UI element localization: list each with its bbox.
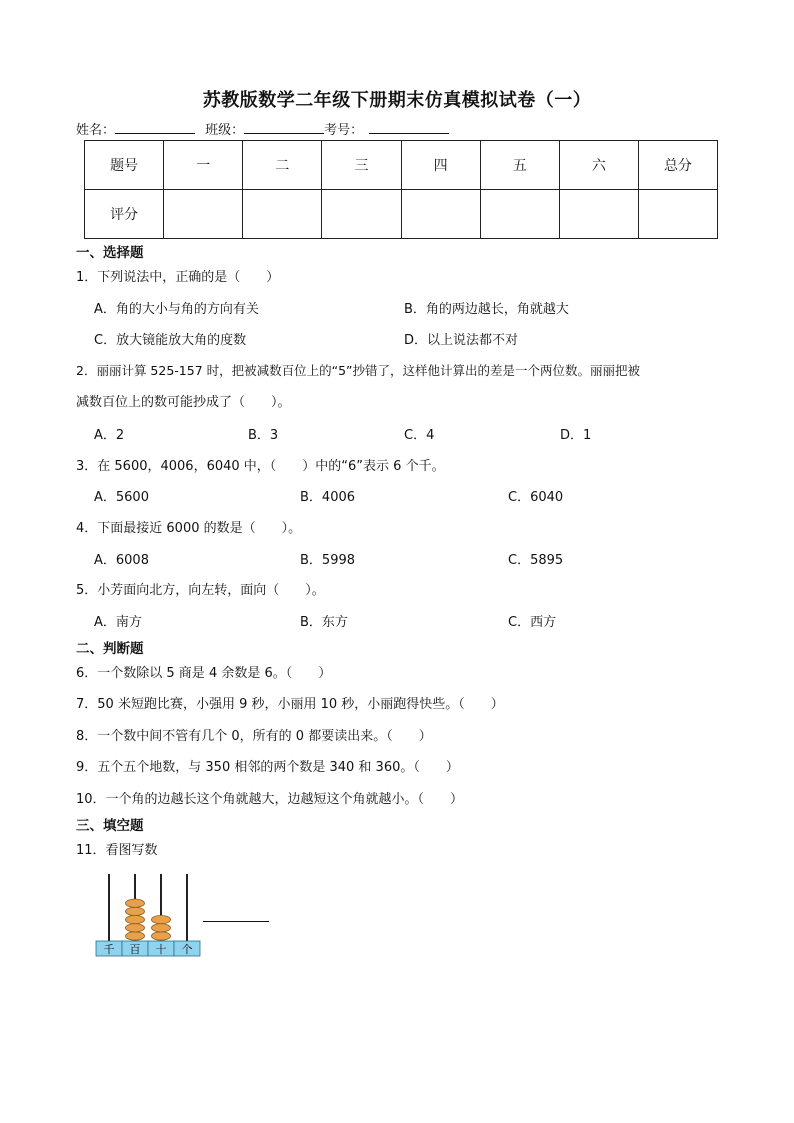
score-cell[interactable] — [480, 190, 559, 239]
score-header-cell: 二 — [243, 141, 322, 190]
page-title: 苏教版数学二年级下册期末仿真模拟试卷（一） — [202, 90, 592, 111]
score-table-header-row — [85, 141, 718, 190]
question-7: 7．50 米短跑比赛，小强用 9 秒，小丽用 10 秒，小丽跑得快些。（ ） — [76, 697, 504, 712]
score-cell[interactable] — [638, 190, 717, 239]
q5-option-c: C．西方 — [508, 615, 557, 630]
section-heading-fill-in: 三、填空题 — [76, 818, 144, 834]
abacus-labels — [96, 941, 200, 956]
q4-option-c: C．5895 — [508, 553, 564, 568]
question-11: 11．看图写数 — [76, 843, 158, 858]
abacus-bead — [126, 915, 145, 923]
class-label: 班级： — [205, 123, 245, 138]
score-cell[interactable] — [164, 190, 243, 239]
question-2-stem-line1: 2．丽丽计算 525-157 时，把被减数百位上的“5”抄错了，这样他计算出的差是一个两位数。丽丽把被 — [76, 363, 641, 378]
abacus-place-label: 百 — [129, 943, 141, 956]
class-blank[interactable] — [244, 121, 324, 134]
q1-option-a: A．角的大小与角的方向有关 — [94, 302, 259, 317]
score-table-score-row — [85, 190, 718, 239]
abacus-bead — [152, 932, 171, 940]
q2-option-c: C．4 — [404, 428, 435, 443]
q2-option-d: D．1 — [560, 428, 592, 443]
score-header-cell: 一 — [164, 141, 243, 190]
q4-option-a: A．6008 — [94, 553, 149, 568]
question-9: 9．五个五个地数，与 350 相邻的两个数是 340 和 360。（ ） — [76, 760, 459, 775]
question-4-stem: 4．下面最接近 6000 的数是（ ）。 — [76, 521, 302, 536]
abacus-bead — [126, 899, 145, 907]
question-3-stem: 3．在 5600，4006，6040 中，（ ）中的“6”表示 6 个千。 — [76, 459, 445, 474]
abacus-place-label: 千 — [103, 943, 115, 956]
abacus-place-label: 十 — [155, 943, 167, 956]
abacus-bead — [152, 924, 171, 932]
question-8: 8．一个数中间不管有几个 0，所有的 0 都要读出来。（ ） — [76, 729, 432, 744]
exam-no-blank[interactable] — [369, 121, 449, 134]
score-cell[interactable] — [322, 190, 401, 239]
score-header-cell: 四 — [401, 141, 480, 190]
section-heading-judgement: 二、判断题 — [76, 641, 144, 657]
question-2-stem-line2: 减数百位上的数可能抄成了（ ）。 — [76, 395, 291, 410]
question-6: 6．一个数除以 5 商是 4 余数是 6。（ ） — [76, 666, 332, 681]
q4-option-b: B．5998 — [300, 553, 356, 568]
exam-no-label: 考号： — [324, 123, 364, 138]
score-cell[interactable] — [401, 190, 480, 239]
student-info-line — [76, 119, 449, 138]
abacus-bead — [126, 907, 145, 915]
score-header-cell: 总分 — [638, 141, 717, 190]
abacus-place-label: 个 — [181, 943, 193, 956]
q1-option-b: B．角的两边越长，角就越大 — [404, 302, 569, 317]
score-table — [84, 140, 718, 239]
q5-option-a: A．南方 — [94, 615, 142, 630]
name-label: 姓名： — [76, 123, 116, 138]
q2-option-a: A．2 — [94, 428, 125, 443]
score-header-cell: 五 — [480, 141, 559, 190]
abacus-bead — [126, 924, 145, 932]
score-row-label: 评分 — [85, 190, 164, 239]
score-cell[interactable] — [559, 190, 638, 239]
q3-option-a: A．5600 — [94, 490, 149, 505]
q3-option-b: B．4006 — [300, 490, 356, 505]
q3-option-c: C．6040 — [508, 490, 564, 505]
score-header-cell: 三 — [322, 141, 401, 190]
abacus-rods — [109, 874, 187, 941]
abacus-bead — [126, 932, 145, 940]
q5-option-b: B．东方 — [300, 615, 348, 630]
name-blank[interactable] — [115, 121, 195, 134]
section-heading-choice: 一、选择题 — [76, 245, 144, 261]
question-1-stem: 1．下列说法中，正确的是（ ） — [76, 270, 280, 285]
score-header-cell: 六 — [559, 141, 638, 190]
question-10: 10．一个角的边越长这个角就越大，边越短这个角就越小。（ ） — [76, 792, 464, 807]
abacus-figure — [94, 872, 202, 960]
q1-option-c: C．放大镜能放大角的度数 — [94, 333, 247, 348]
score-header-cell: 题号 — [85, 141, 164, 190]
question-5-stem: 5．小芳面向北方，向左转，面向（ ）。 — [76, 583, 325, 598]
q2-option-b: B．3 — [248, 428, 279, 443]
answer-blank-line[interactable] — [203, 921, 269, 922]
score-cell[interactable] — [243, 190, 322, 239]
abacus-bead — [152, 915, 171, 923]
abacus-beads — [126, 899, 171, 940]
q1-option-d: D．以上说法都不对 — [404, 333, 519, 348]
